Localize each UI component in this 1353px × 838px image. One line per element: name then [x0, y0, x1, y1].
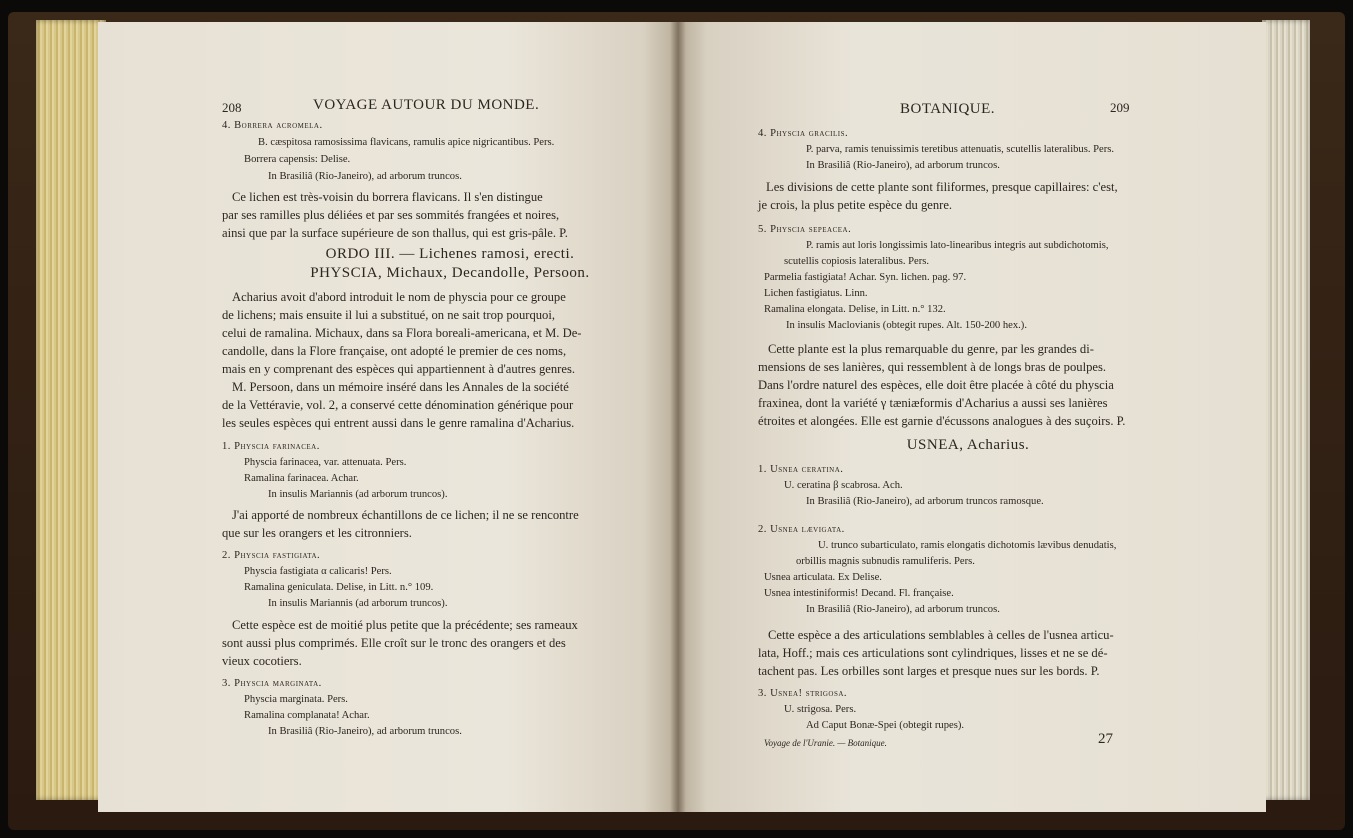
latin-description: scutellis copiosis lateralibus. Pers. [784, 256, 930, 267]
locality: In insulis Mariannis (ad arborum truncos). [268, 489, 448, 500]
synonym: U. strigosa. Pers. [784, 704, 857, 715]
locality: In Brasiliâ (Rio-Janeiro), ad arborum truncos ramosque. [806, 496, 1044, 507]
latin-description: B. cæspitosa ramosissima flavicans, ramulis apice nigricantibus. Pers. [258, 137, 555, 148]
locality: In Brasiliâ (Rio-Janeiro), ad arborum truncos. [806, 160, 1000, 171]
locality: In Brasiliâ (Rio-Janeiro), ad arborum truncos. [268, 726, 462, 737]
body-text: les seules espèces qui entrent aussi dans le genre ramalina d'Acharius. [222, 416, 575, 430]
body-text: par ses ramilles plus déliées et par ses sommités frangées et noires, [222, 208, 560, 222]
body-text: Cette espèce est de moitié plus petite que la précédente; ses rameaux [232, 618, 578, 632]
locality: In insulis Maclovianis (obtegit rupes. Alt. 150-200 hex.). [786, 320, 1027, 331]
running-head: VOYAGE AUTOUR DU MONDE. [313, 97, 540, 113]
synonym: Borrera capensis: Delise. [244, 154, 351, 165]
locality: Ad Caput Bonæ-Spei (obtegit rupes). [806, 720, 965, 731]
genus-heading: PHYSCIA, Michaux, Decandolle, Persoon. [310, 265, 590, 281]
body-text: candolle, dans la Flore française, ont adopté le premier de ces noms, [222, 344, 567, 358]
page-edges-right [1262, 20, 1310, 800]
page-edges-left [36, 20, 106, 800]
entry-heading: 1. Usnea ceratina. [758, 464, 844, 475]
body-text: mensions de ses lanières, qui ressemblent à de longs bras de poulpes. [758, 360, 1107, 374]
locality: In Brasiliâ (Rio-Janeiro), ad arborum truncos. [806, 604, 1000, 615]
body-text: M. Persoon, dans un mémoire inséré dans les Annales de la société [232, 380, 569, 394]
body-text: je crois, la plus petite espèce du genre. [758, 198, 953, 212]
synonym: Ramalina elongata. Delise, in Litt. n.° 132. [764, 304, 946, 315]
body-text: Cette espèce a des articulations semblables à celles de l'usnea articu- [768, 628, 1114, 642]
entry-heading: 1. Physcia farinacea. [222, 441, 320, 452]
running-head: BOTANIQUE. [900, 101, 996, 117]
entry-heading: 4. Physcia gracilis. [758, 128, 849, 139]
entry-heading: 5. Physcia sepeacea. [758, 224, 852, 235]
body-text: sont aussi plus comprimés. Elle croît sur le tronc des orangers et des [222, 636, 566, 650]
ordo-heading: ORDO III. — Lichenes ramosi, erecti. [325, 246, 575, 262]
body-text: Cette plante est la plus remarquable du genre, par les grandes di- [768, 342, 1094, 356]
entry-heading: 3. Physcia marginata. [222, 678, 322, 689]
synonym: U. ceratina β scabrosa. Ach. [784, 480, 903, 491]
page-number: 208 [222, 100, 242, 115]
body-text: de la Vettéravie, vol. 2, a conservé cette dénomination générique pour [222, 398, 574, 412]
synonym: Physcia fastigiata α calicaris! Pers. [244, 566, 392, 577]
body-text: fraxinea, dont la variété γ tæniæformis d'Acharius a aussi ses lanières [758, 396, 1108, 410]
page-number: 209 [1110, 100, 1130, 115]
synonym: Lichen fastigiatus. Linn. [764, 288, 868, 299]
body-text: Acharius avoit d'abord introduit le nom de physcia pour ce groupe [232, 290, 566, 304]
signature-line: Voyage de l'Uranie. — Botanique. [764, 738, 887, 748]
body-text: tachent pas. Les orbilles sont larges et presque nues sur les bords. P. [758, 664, 1100, 678]
body-text: que sur les orangers et les citronniers. [222, 526, 412, 540]
entry-heading: 2. Physcia fastigiata. [222, 550, 321, 561]
body-text: vieux cocotiers. [222, 654, 302, 668]
locality: In insulis Mariannis (ad arborum truncos). [268, 598, 448, 609]
latin-description: P. ramis aut loris longissimis lato-linearibus integris aut subdichotomis, [806, 240, 1109, 251]
synonym: Ramalina farinacea. Achar. [244, 473, 359, 484]
genus-heading: USNEA, Acharius. [906, 437, 1030, 453]
synonym: Physcia marginata. Pers. [244, 694, 348, 705]
synonym: Parmelia fastigiata! Achar. Syn. lichen. pag. 97. [764, 272, 967, 283]
body-text: Dans l'ordre naturel des espèces, elle doit être placée à côté du physcia [758, 378, 1114, 392]
body-text: celui de ramalina. Michaux, dans sa Flora boreali-americana, et M. De- [222, 326, 582, 340]
right-page [678, 22, 1266, 812]
body-text: étroites et alongées. Elle est garnie d'écussons analogues à des suçoirs. P. [758, 414, 1126, 428]
body-text: Les divisions de cette plante sont filiformes, presque capillaires: c'est, [766, 180, 1118, 194]
entry-heading: 3. Usnea! strigosa. [758, 688, 848, 699]
latin-description: orbillis magnis subnudis ramuliferis. Pers. [796, 556, 975, 567]
body-text: de lichens; mais ensuite il lui a substitué, on ne sait trop pourquoi, [222, 308, 555, 322]
entry-heading: 4. Borrera acromela. [222, 120, 323, 131]
body-text: lata, Hoff.; mais ces articulations sont cylindriques, lisses et ne se dé- [758, 646, 1108, 660]
locality: In Brasiliâ (Rio-Janeiro), ad arborum truncos. [268, 171, 462, 182]
body-text: J'ai apporté de nombreux échantillons de ce lichen; il ne se rencontre [232, 508, 579, 522]
synonym: Usnea articulata. Ex Delise. [764, 572, 882, 583]
body-text: mais en y comprenant des espèces qui appartiennent à d'autres genres. [222, 362, 576, 376]
synonym: Physcia farinacea, var. attenuata. Pers. [244, 457, 407, 468]
signature-mark: 27 [1098, 731, 1113, 747]
body-text: ainsi que par la surface supérieure de son thallus, qui est gris-pâle. P. [222, 226, 568, 240]
latin-description: P. parva, ramis tenuissimis teretibus attenuatis, scutellis lateralibus. Pers. [806, 144, 1115, 155]
body-text: Ce lichen est très-voisin du borrera flavicans. Il s'en distingue [232, 190, 543, 204]
left-page [98, 22, 678, 812]
entry-heading: 2. Usnea lævigata. [758, 524, 845, 535]
book-gutter [670, 22, 686, 812]
synonym: Ramalina complanata! Achar. [244, 710, 370, 721]
synonym: Ramalina geniculata. Delise, in Litt. n.° 109. [244, 582, 434, 593]
latin-description: U. trunco subarticulato, ramis elongatis dichotomis lævibus denudatis, [818, 540, 1117, 551]
synonym: Usnea intestiniformis! Decand. Fl. française. [764, 588, 954, 599]
